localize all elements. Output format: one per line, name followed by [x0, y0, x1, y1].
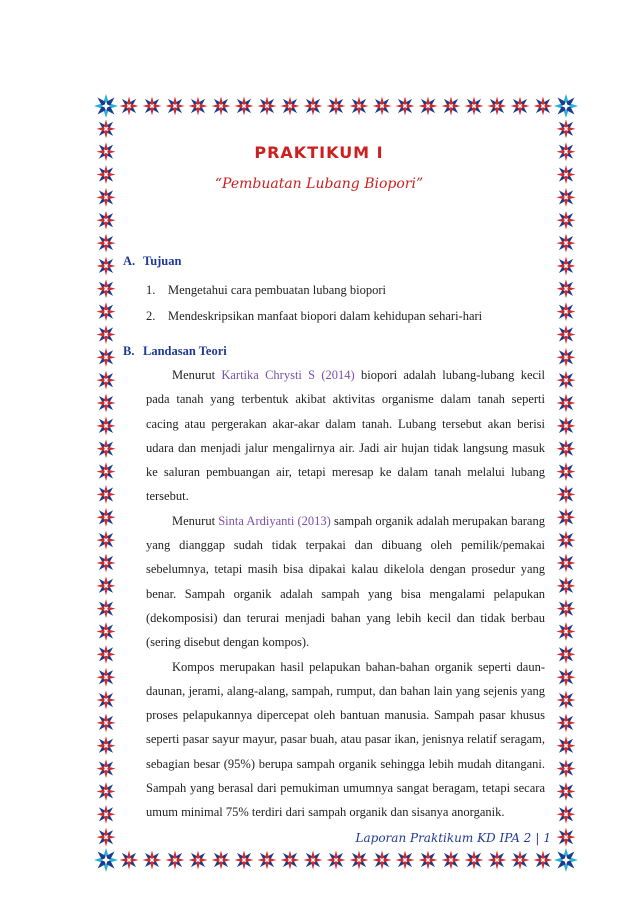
border-star-icon: [557, 485, 576, 504]
border-star-icon: [557, 439, 576, 458]
border-star-icon: [419, 851, 438, 870]
border-star-icon: [557, 599, 576, 618]
border-star-icon: [557, 553, 576, 572]
border-star-icon: [557, 371, 576, 390]
border-star-icon: [97, 805, 116, 824]
corner-star-icon: [94, 848, 118, 872]
border-star-icon: [97, 599, 116, 618]
border-star-icon: [465, 851, 484, 870]
border-star-icon: [396, 97, 415, 116]
border-star-icon: [97, 439, 116, 458]
border-star-icon: [97, 394, 116, 413]
border-star-icon: [143, 97, 162, 116]
border-star-icon: [235, 851, 254, 870]
border-star-icon: [97, 553, 116, 572]
border-star-icon: [557, 668, 576, 687]
border-star-icon: [97, 508, 116, 527]
border-star-icon: [488, 851, 507, 870]
border-star-icon: [97, 759, 116, 778]
border-star-icon: [97, 234, 116, 253]
border-star-icon: [166, 851, 185, 870]
border-star-icon: [557, 759, 576, 778]
border-star-icon: [557, 119, 576, 138]
border-star-icon: [442, 97, 461, 116]
border-star-icon: [97, 119, 116, 138]
section-a-title: Tujuan: [143, 254, 182, 268]
border-star-icon: [212, 97, 231, 116]
border-star-icon: [97, 302, 116, 321]
border-star-icon: [511, 97, 530, 116]
border-star-icon: [557, 211, 576, 230]
border-star-icon: [557, 531, 576, 550]
border-star-icon: [557, 736, 576, 755]
border-star-icon: [557, 394, 576, 413]
border-star-icon: [189, 851, 208, 870]
border-star-icon: [97, 782, 116, 801]
citation: Kartika Chrysti S (2014): [221, 368, 355, 382]
border-star-icon: [258, 97, 277, 116]
border-star-icon: [373, 97, 392, 116]
border-star-icon: [97, 325, 116, 344]
section-b-title: Landasan Teori: [143, 344, 227, 358]
border-star-icon: [557, 713, 576, 732]
border-star-icon: [97, 416, 116, 435]
border-star-icon: [350, 97, 369, 116]
border-star-icon: [373, 851, 392, 870]
footer-text: Laporan Praktikum KD IPA 2: [355, 831, 532, 845]
border-star-icon: [120, 97, 139, 116]
border-star-icon: [557, 234, 576, 253]
border-star-icon: [557, 782, 576, 801]
border-star-icon: [258, 851, 277, 870]
border-star-icon: [557, 828, 576, 847]
page-footer: [356, 831, 551, 845]
border-star-icon: [97, 736, 116, 755]
border-star-icon: [97, 485, 116, 504]
border-star-icon: [97, 576, 116, 595]
section-a-letter: A.: [123, 254, 136, 268]
border-star-icon: [166, 97, 185, 116]
border-star-icon: [557, 645, 576, 664]
border-star-icon: [235, 97, 254, 116]
border-star-icon: [212, 851, 231, 870]
border-star-icon: [350, 851, 369, 870]
paragraph: Menurut Kartika Chrysti S (2014) biopori adalah lubang-lubang kecil pada tanah yang terbentuk akibat aktivitas organisme dalam tanah seperti cacing atau pergerakan akar-akar dalam tanah. Lubang tersebut akan berisi udara dan menjadi jalur mengalirnya air. Jadi air hujan tidak langsung masuk ke saluran pembuangan air, tetapi meresap ke dalam tanah melalui lubang tersebut.: [146, 368, 545, 504]
border-star-icon: [281, 97, 300, 116]
border-star-icon: [557, 416, 576, 435]
objective-list: [146, 277, 482, 329]
section-b-letter: B.: [123, 344, 135, 358]
border-star-icon: [396, 851, 415, 870]
border-star-icon: [557, 256, 576, 275]
border-star-icon: [419, 97, 438, 116]
border-star-icon: [281, 851, 300, 870]
border-star-icon: [442, 851, 461, 870]
border-star-icon: [97, 622, 116, 641]
border-star-icon: [304, 851, 323, 870]
border-star-icon: [120, 851, 139, 870]
paragraph: Menurut Sinta Ardiyanti (2013) sampah organik adalah merupakan barang yang dianggap sudah tidak terpakai dan dibuang oleh pemilik/pemakai sebelumnya, tetapi masih bisa dipakai kalau dikelola dengan prosedur yang benar. Sampah organik adalah sampah yang bisa mengalami pelapukan (dekomposisi) dan terurai menjadi bahan yang lebih kecil dan tidak berbau (sering disebut dengan kompos).: [146, 513, 545, 650]
border-star-icon: [488, 97, 507, 116]
border-star-icon: [557, 279, 576, 298]
border-star-icon: [97, 828, 116, 847]
corner-star-icon: [554, 94, 578, 118]
border-star-icon: [97, 348, 116, 367]
border-star-icon: [557, 508, 576, 527]
border-star-icon: [97, 211, 116, 230]
citation: Sinta Ardiyanti (2013): [218, 513, 331, 528]
page-number: 1: [543, 831, 551, 845]
border-star-icon: [304, 97, 323, 116]
border-star-icon: [557, 691, 576, 710]
border-star-icon: [97, 462, 116, 481]
border-star-icon: [557, 805, 576, 824]
page-subtitle: “Pembuatan Lubang Biopori”: [214, 176, 424, 192]
border-star-icon: [557, 462, 576, 481]
border-star-icon: [97, 713, 116, 732]
border-star-icon: [557, 576, 576, 595]
border-star-icon: [327, 851, 346, 870]
border-star-icon: [465, 97, 484, 116]
border-star-icon: [143, 851, 162, 870]
border-star-icon: [557, 622, 576, 641]
border-star-icon: [97, 531, 116, 550]
border-star-icon: [511, 851, 530, 870]
border-star-icon: [557, 325, 576, 344]
border-star-icon: [189, 97, 208, 116]
corner-star-icon: [554, 848, 578, 872]
corner-star-icon: [94, 94, 118, 118]
section-a-heading: [123, 254, 181, 269]
border-star-icon: [557, 348, 576, 367]
section-b-body: [146, 363, 545, 825]
list-item: 1. Mengetahui cara pembuatan lubang biopori: [146, 283, 386, 297]
section-b-heading: [123, 344, 227, 359]
border-star-icon: [327, 97, 346, 116]
border-star-icon: [97, 256, 116, 275]
list-item: 2. Mendeskripsikan manfaat biopori dalam kehidupan sehari-hari: [146, 309, 483, 323]
border-star-icon: [534, 851, 553, 870]
border-star-icon: [97, 691, 116, 710]
border-star-icon: [97, 371, 116, 390]
border-star-icon: [97, 668, 116, 687]
border-star-icon: [97, 645, 116, 664]
border-star-icon: [557, 302, 576, 321]
border-star-icon: [534, 97, 553, 116]
footer-separator: |: [535, 831, 540, 845]
paragraph: Kompos merupakan hasil pelapukan bahan-bahan organik seperti daun-daunan, jerami, alang-alang, sampah, rumput, dan bahan lain yang sejenis yang proses pelapukannya dipercepat oleh bantuan manusia. Sampah pasar khusus seperti pasar sayur mayur, pasar buah, atau pasar ikan, jenisnya relatif seragam, sebagian besar (95%) berupa sampah organik sehingga lebih mudah ditangani. Sampah yang berasal dari pemukiman umumnya sangat beragam, tetapi secara umum minimal 75% terdiri dari sampah organik dan sisanya anorganik.: [146, 659, 545, 820]
border-star-icon: [97, 279, 116, 298]
page-title: PRAKTIKUM I: [254, 143, 384, 162]
